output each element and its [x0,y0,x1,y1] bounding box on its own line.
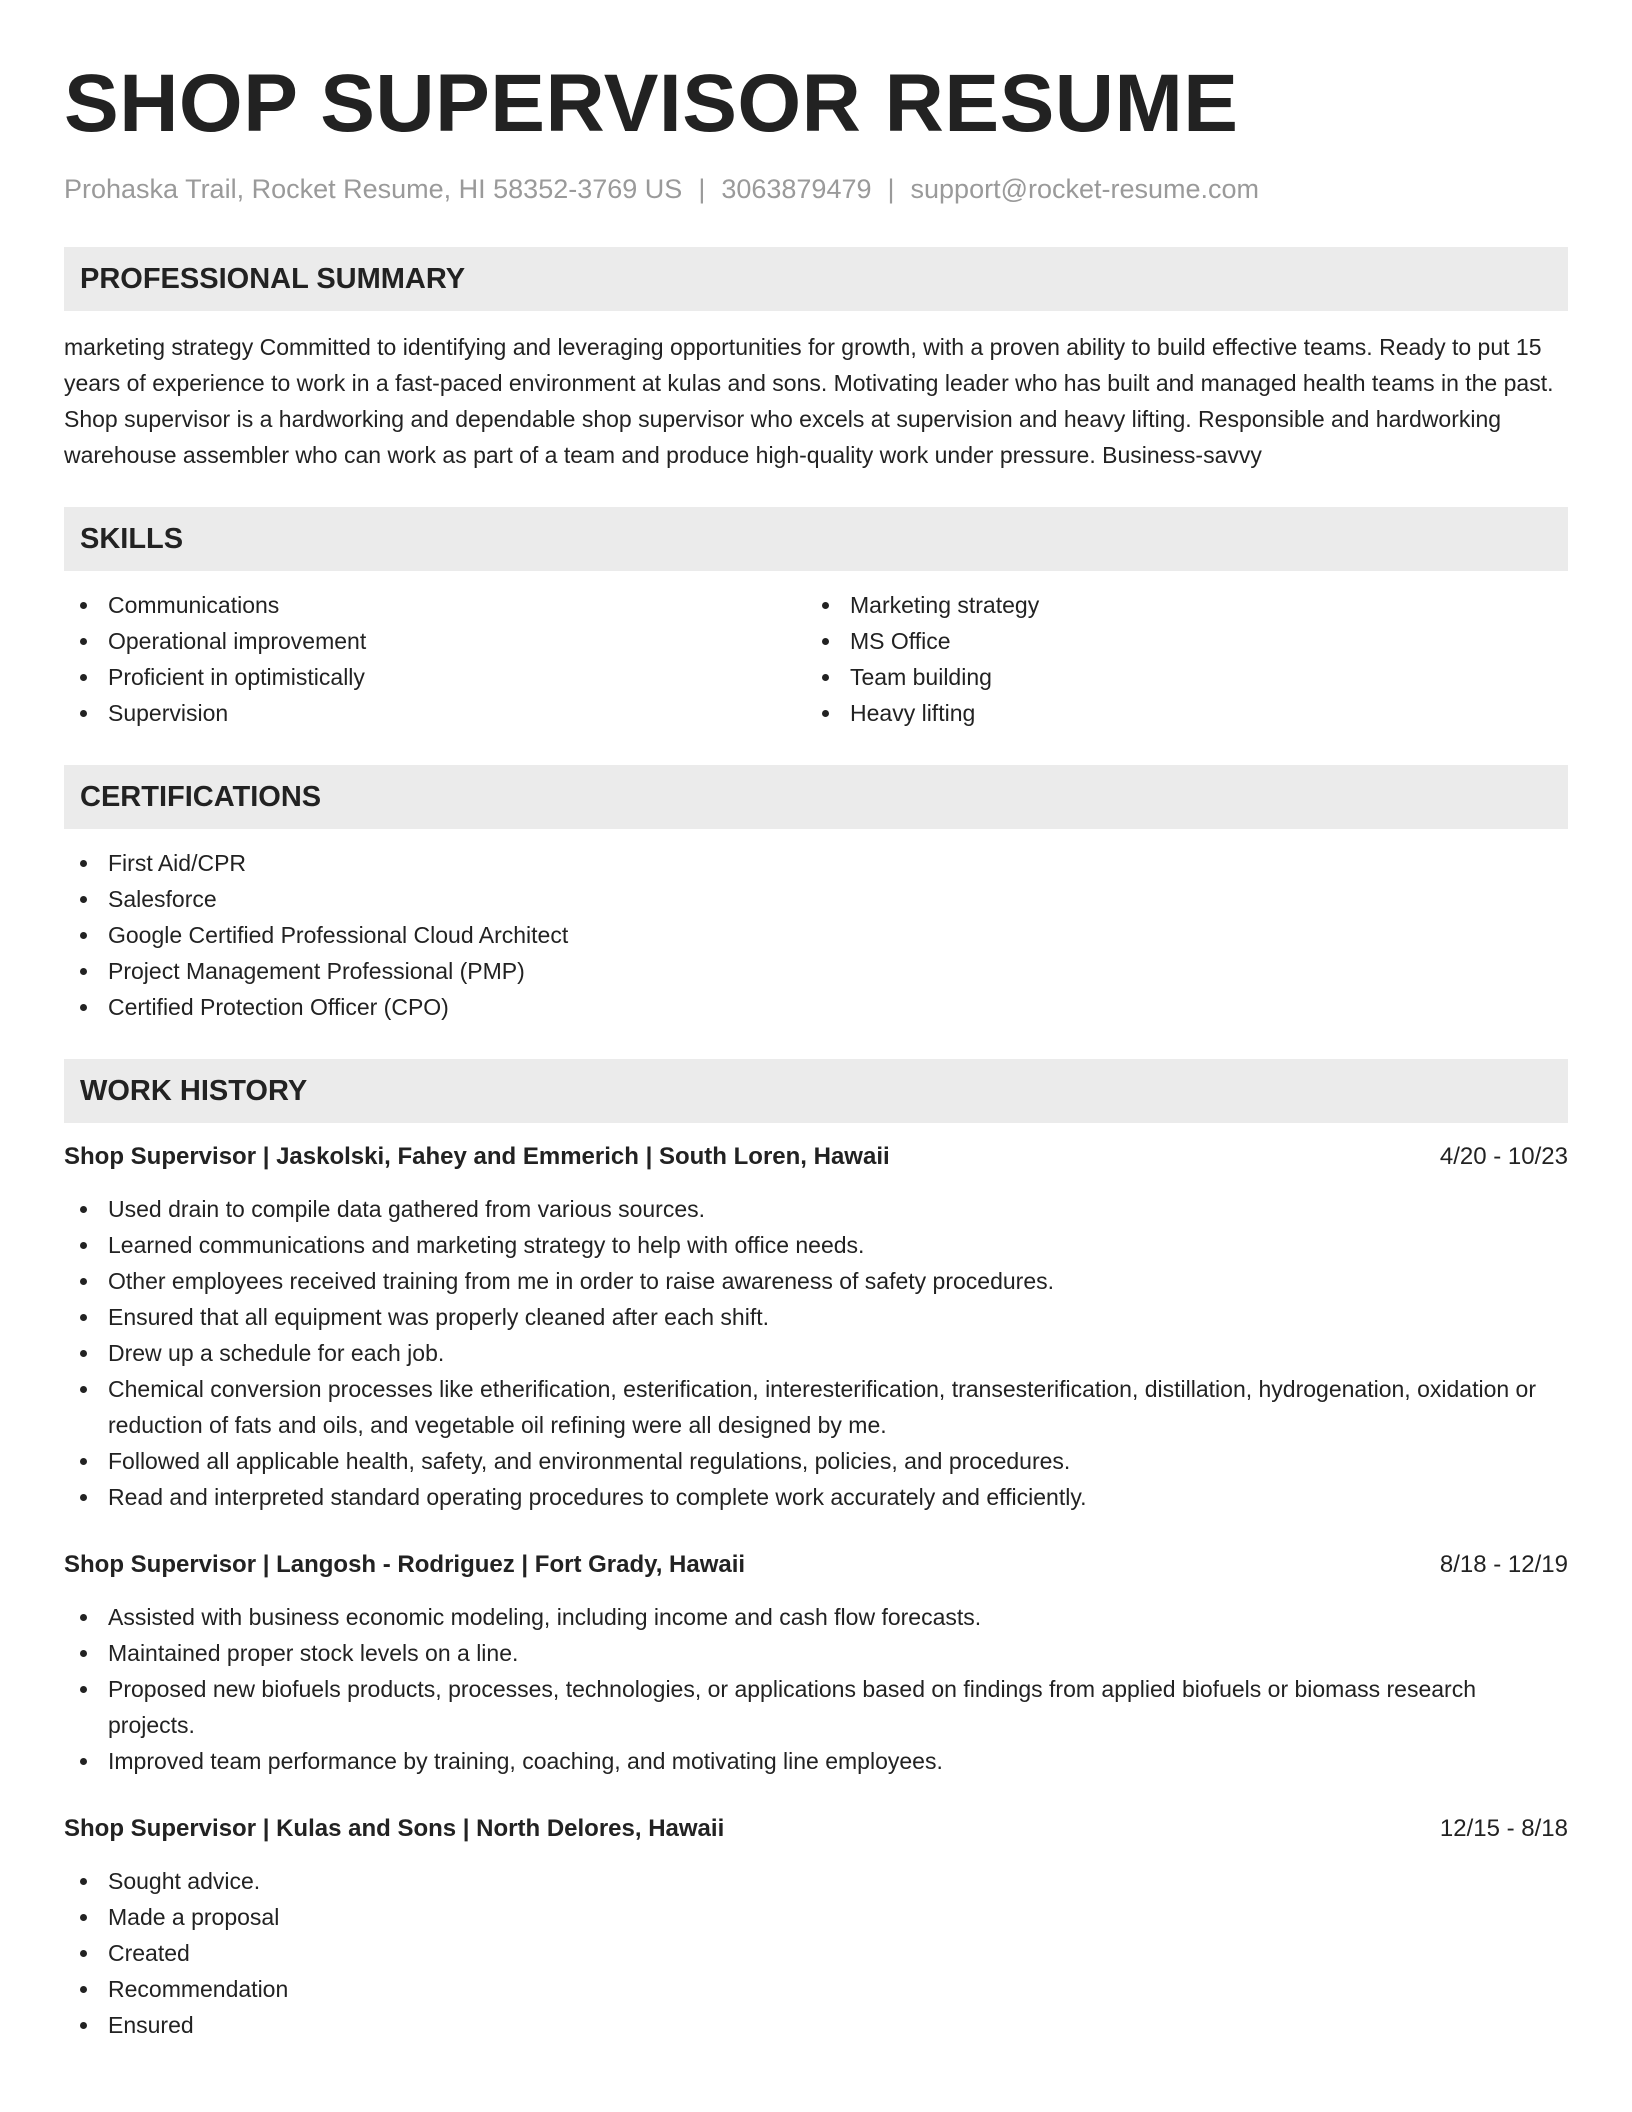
certification-item: Project Management Professional (PMP) [64,953,1568,989]
skill-item: Heavy lifting [806,695,1548,731]
job-bullet: Sought advice. [64,1863,1568,1899]
job-bullet: Improved team performance by training, coaching, and motivating line employees. [64,1743,1568,1779]
certifications-list [64,845,1568,1025]
job-title: Shop Supervisor | Kulas and Sons | North Delores, Hawaii [64,1815,725,1842]
skill-item: Team building [806,659,1548,695]
job-dates: 4/20 - 10/23 [1439,1143,1568,1170]
job-header [64,1811,1568,1847]
job-bullets [64,1599,1568,1779]
job-bullet: Learned communications and marketing strategy to help with office needs. [64,1227,1568,1263]
job-bullet: Created [64,1935,1568,1971]
job-bullet: Maintained proper stock levels on a line. [64,1635,1568,1671]
job-bullet: Proposed new biofuels products, processes, technologies, or applications based on findings from applied biofuels or biomass research projects. [64,1671,1568,1743]
certification-item: Salesforce [64,881,1568,917]
contact-separator: | [698,174,706,204]
skills-column-right [806,587,1548,731]
contact-address: Prohaska Trail, Rocket Resume, HI 58352-3769 US [64,174,683,204]
contact-separator: | [887,174,895,204]
certification-item: Certified Protection Officer (CPO) [64,989,1568,1025]
job-header [64,1547,1568,1583]
job-dates: 8/18 - 12/19 [1439,1551,1568,1578]
page-title: SHOP SUPERVISOR RESUME [64,58,1239,149]
job-bullets [64,1191,1568,1515]
summary-text: marketing strategy Committed to identifying and leveraging opportunities for growth, with a proven ability to build effective teams. Ready to put 15 years of experience to work in a fast-paced environment at kulas and sons. Motivating leader who has built and managed health teams in the past. Shop supervisor is a hardworking and dependable shop supervisor who excels at supervision and heavy lifting. Responsible and hardworking warehouse assembler who can work as part of a team and produce high-quality work under pressure. Business-savvy [64,334,1554,468]
section-header-skills: SKILLS [64,507,1568,571]
skills-list [64,587,1568,731]
job-bullet: Chemical conversion processes like etherification, esterification, interesterification, transesterification, distillation, hydrogenation, oxidation or reduction of fats and oils, and vegetable oil refining were all designed by me. [64,1371,1568,1443]
job-entry [64,1547,1568,1779]
skill-item: Operational improvement [64,623,806,659]
section-header-summary: PROFESSIONAL SUMMARY [64,247,1568,311]
job-bullet: Followed all applicable health, safety, and environmental regulations, policies, and procedures. [64,1443,1568,1479]
job-entry [64,1139,1568,1515]
skill-item: Communications [64,587,806,623]
section-header-certifications: CERTIFICATIONS [64,765,1568,829]
job-entry [64,1811,1568,2043]
job-bullet: Assisted with business economic modeling, including income and cash flow forecasts. [64,1599,1568,1635]
job-bullet: Drew up a schedule for each job. [64,1335,1568,1371]
contact-line [64,172,1568,206]
certification-item: First Aid/CPR [64,845,1568,881]
job-dates: 12/15 - 8/18 [1439,1815,1568,1842]
skill-item: Marketing strategy [806,587,1548,623]
job-bullet: Ensured [64,2007,1568,2043]
skill-item: Supervision [64,695,806,731]
job-bullet: Recommendation [64,1971,1568,2007]
section-header-work-history: WORK HISTORY [64,1059,1568,1123]
job-bullet: Read and interpreted standard operating procedures to complete work accurately and efficiently. [64,1479,1568,1515]
contact-email: support@rocket-resume.com [910,174,1260,204]
certification-item: Google Certified Professional Cloud Architect [64,917,1568,953]
skills-column-left [64,587,806,731]
skill-item: MS Office [806,623,1548,659]
job-header [64,1139,1568,1175]
job-bullet: Ensured that all equipment was properly cleaned after each shift. [64,1299,1568,1335]
job-bullet: Used drain to compile data gathered from various sources. [64,1191,1568,1227]
job-title: Shop Supervisor | Jaskolski, Fahey and Emmerich | South Loren, Hawaii [64,1143,890,1170]
contact-phone: 3063879479 [721,174,872,204]
job-title: Shop Supervisor | Langosh - Rodriguez | Fort Grady, Hawaii [64,1551,746,1578]
job-bullet: Other employees received training from me in order to raise awareness of safety procedures. [64,1263,1568,1299]
resume-page [64,0,1568,2043]
job-bullets [64,1863,1568,2043]
job-bullet: Made a proposal [64,1899,1568,1935]
skill-item: Proficient in optimistically [64,659,806,695]
